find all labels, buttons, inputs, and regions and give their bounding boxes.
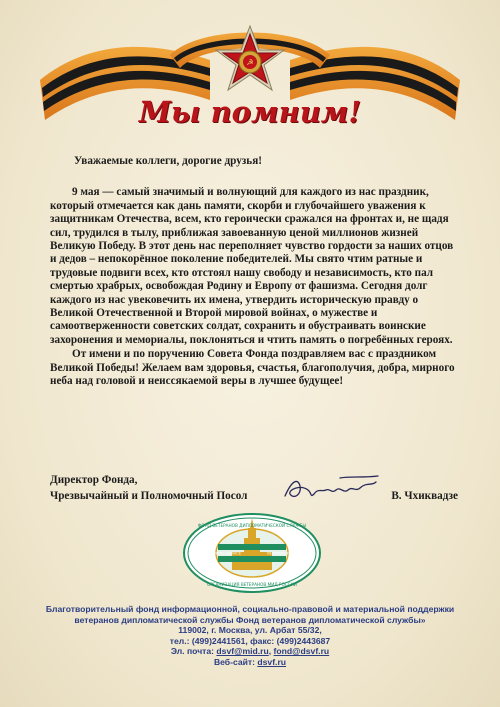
footer-address: 119002, г. Москва, ул. Арбат 55/32, <box>178 625 322 636</box>
footer-contacts <box>30 604 470 668</box>
footer-email-line <box>30 646 470 657</box>
footer-site-label: Веб-сайт: <box>213 656 255 667</box>
signer-name: В. Чхиквадзе <box>391 490 458 502</box>
emblem-top-text: ФОНД ВЕТЕРАНОВ ДИПЛОМАТИЧЕСКОЙ СЛУЖБЫ <box>197 523 307 528</box>
letter-body <box>50 155 458 389</box>
email-link-1[interactable]: dsvf@mid.ru <box>216 646 269 657</box>
footer-phone: тел.: (499)2441561, факс: (499)2443687 <box>169 635 331 646</box>
emblem-mid-right: VETERANS FUND <box>266 551 298 556</box>
signature-block <box>50 472 458 506</box>
emblem-bottom-text: ОРГАНИЗАЦИЯ ВЕТЕРАНОВ МИД РОССИИ <box>207 582 297 587</box>
footer-org-line2: ветеранов дипломатической службы Фонд ветеранов дипломатической службы» <box>74 614 426 625</box>
footer-email-separator: , <box>268 646 272 657</box>
footer-email-label: Эл. почта: <box>170 646 215 657</box>
footer-site-line <box>30 657 470 668</box>
greeting: Уважаемые коллеги, дорогие друзья! <box>74 155 262 167</box>
footer-org-line1: Благотворительный фонд информационной, социально-правовой и материальной поддержки <box>45 604 455 614</box>
handwritten-signature <box>280 472 390 506</box>
svg-text:☭: ☭ <box>246 58 254 67</box>
letter-paragraph-2: От имени и по поручению Совета Фонда поздравляем вас с праздником Великой Победы! Желаем вам здоровья, счастья, благополучия, добра, мирного неба над головой и неиссякаемой веры в лучшее будущее! <box>50 348 455 388</box>
signer-position-line1: Директор Фонда, <box>50 474 138 486</box>
page-title: Мы помним! <box>138 95 362 129</box>
email-link-2[interactable]: fond@dsvf.ru <box>273 646 330 657</box>
website-link[interactable]: dsvf.ru <box>257 656 287 667</box>
signer-position-line2: Чрезвычайный и Полномочный Посол <box>50 490 248 502</box>
veterans-fund-emblem <box>182 512 322 594</box>
letter-paragraph-1: 9 мая — самый значимый и волнующий для каждого из нас праздник, который отмечается как дань памяти, скорби и глубочайшего уважения к защитникам Отечества, всем, кто героически сражался на фронтах и, не щадя сил, трудился в тылу, приближая завоеванную ценой миллионов жизней Великую Победу. В этот день нас переполняет чувство гордости за наших отцов и дедов – непокорённое поколение победителей. Мы свято чтим ратные и трудовые подвиги всех, кто отстоял нашу свободу и независимость, кто пал смертью храбрых, освобождая Родину и Европу от фашизма. Сегодня долг каждого из нас увековечить их имена, утвердить историческую правду о Великой Отечественной и Второй мировой войнах, о мужестве и самоотверженности советских солдат, сохранить и обустраивать воинские захоронения и мемориалы, поклоняться и чтить память о погребённых героях. <box>50 186 454 346</box>
emblem-mid-left: DIPLOMATIC SERVICE <box>202 551 242 556</box>
